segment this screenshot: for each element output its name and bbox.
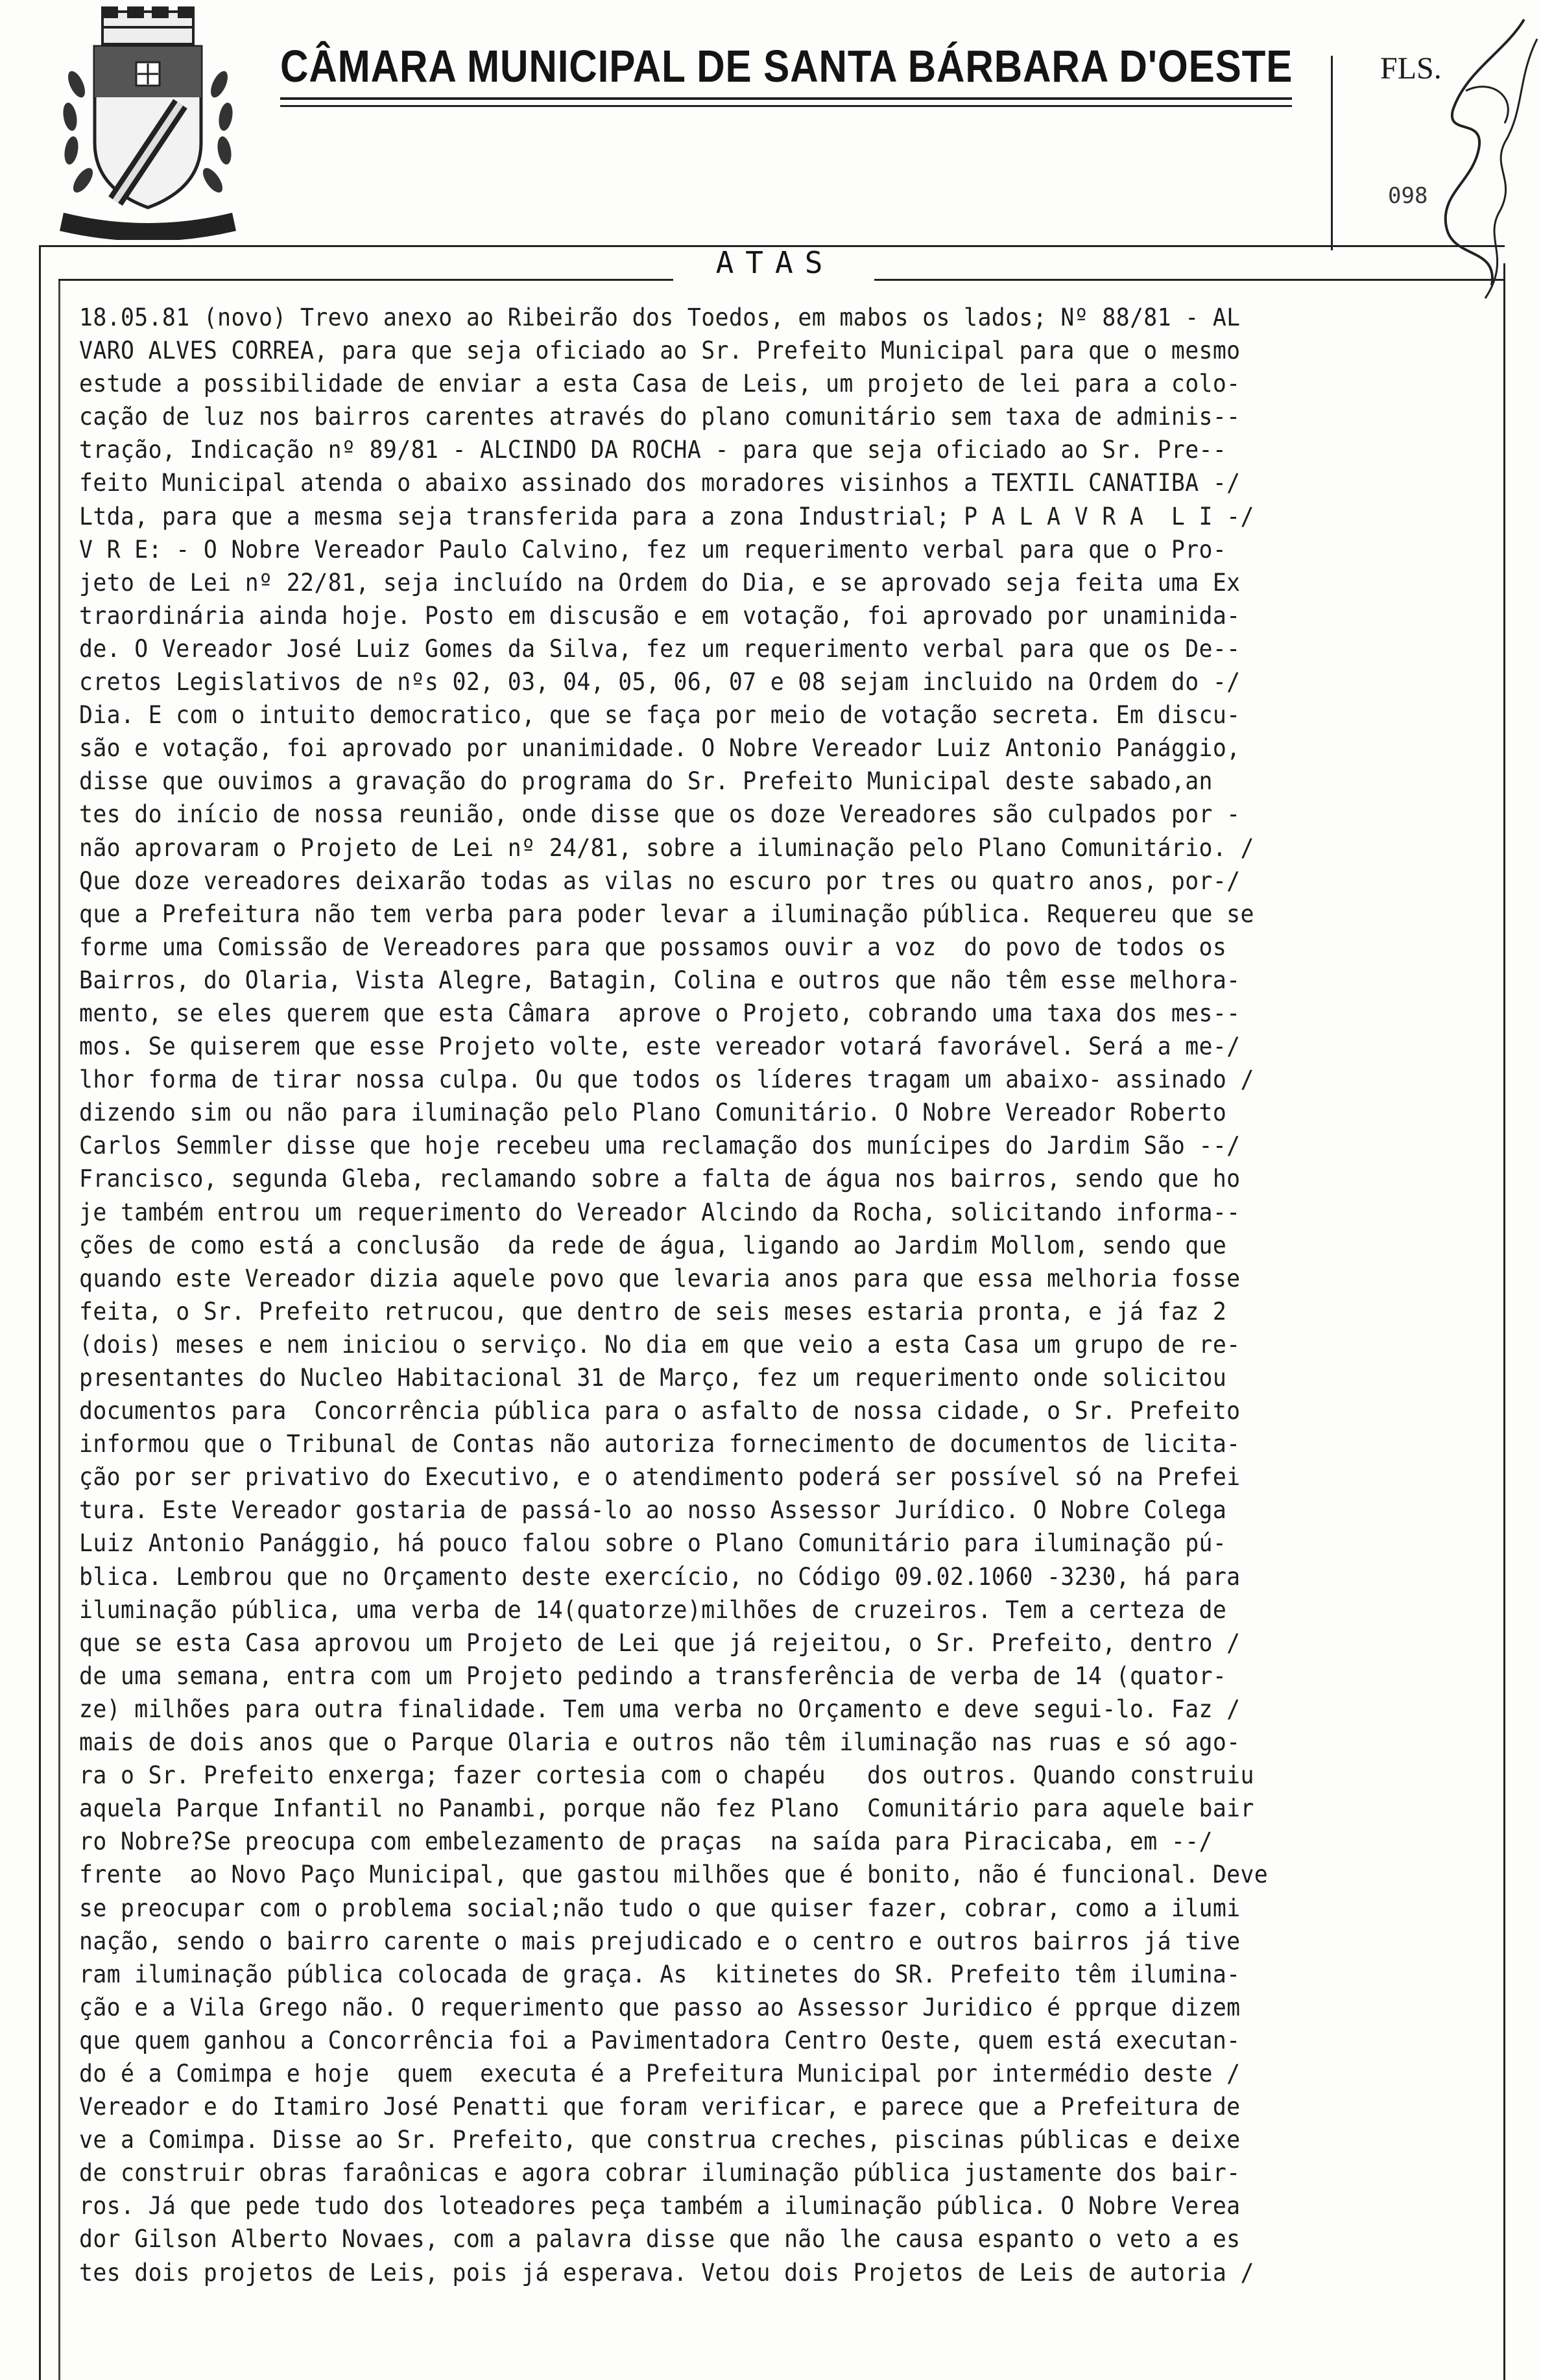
signature-icon <box>1427 13 1541 318</box>
text-line: lhor forma de tirar nossa culpa. Ou que todos os líderes tragam um abaixo- assinado / <box>79 1065 1254 1094</box>
text-line: tes do início de nossa reunião, onde disse que os doze Vereadores são culpados por - <box>79 800 1241 829</box>
text-line: Ltda, para que a mesma seja transferida para a zona Industrial; P A L A V R A L I -/ <box>79 502 1254 530</box>
text-line: são e votação, foi aprovado por unanimidade. O Nobre Vereador Luiz Antonio Panággio, <box>79 734 1241 763</box>
margin-line <box>58 279 60 2380</box>
text-line: Luiz Antonio Panággio, há pouco falou sobre o Plano Comunitário para iluminação pú- <box>79 1529 1227 1558</box>
text-line: informou que o Tribunal de Contas não autoriza fornecimento de documentos de licita- <box>79 1430 1241 1458</box>
section-rule <box>874 279 1505 281</box>
text-line: (dois) meses e nem iniciou o serviço. No dia em que veio a esta Casa um grupo de re- <box>79 1330 1241 1359</box>
text-line: Francisco, segunda Gleba, reclamando sobre a falta de água nos bairros, sendo que ho <box>79 1165 1241 1193</box>
fls-divider <box>1331 56 1333 250</box>
text-line: de. O Vereador José Luiz Gomes da Silva, fez um requerimento verbal para que os De-- <box>79 634 1241 663</box>
text-line: se preocupar com o problema social;não tudo o que quiser fazer, cobrar, como a ilumi <box>79 1894 1241 1922</box>
text-line: ções de como está a conclusão da rede de água, ligando ao Jardim Mollom, sendo que <box>79 1231 1227 1259</box>
text-line: ra o Sr. Prefeito enxerga; fazer cortesia com o chapéu dos outros. Quando construiu <box>79 1761 1254 1790</box>
ribbon-icon <box>60 213 236 240</box>
text-line: mento, se eles querem que esta Câmara aprove o Projeto, cobrando uma taxa dos mes-- <box>79 999 1241 1027</box>
text-line: Que doze vereadores deixarão todas as vilas no escuro por tres ou quatro anos, por-/ <box>79 866 1241 895</box>
text-line: disse que ouvimos a gravação do programa do Sr. Prefeito Municipal deste sabado,an <box>79 767 1213 796</box>
text-line: tração, Indicação nº 89/81 - ALCINDO DA ROCHA - para que seja oficiado ao Sr. Pre-- <box>79 436 1227 464</box>
institution-title: CÂMARA MUNICIPAL DE SANTA BÁRBARA D'OESTE <box>280 41 1293 91</box>
text-line: frente ao Novo Paço Municipal, que gastou milhões que é bonito, não é funcional. Deve <box>79 1861 1269 1889</box>
text-line: traordinária ainda hoje. Posto em discusão e em votação, foi aprovado por unaminida- <box>79 601 1241 630</box>
text-line: Dia. E com o intuito democratico, que se faça por meio de votação secreta. Em discu- <box>79 701 1241 730</box>
text-line: ram iluminação pública colocada de graça. As kitinetes do SR. Prefeito têm ilumina- <box>79 1960 1241 1988</box>
text-line: VARO ALVES CORREA, para que seja oficiado ao Sr. Prefeito Municipal para que o mesmo <box>79 337 1241 365</box>
text-line <box>79 2289 1420 2322</box>
header-rule <box>280 105 1292 107</box>
text-line: blica. Lembrou que no Orçamento deste exercício, no Código 09.02.1060 -3230, há para <box>79 1562 1241 1591</box>
text-line: que se esta Casa aprovou um Projeto de Lei que já rejeitou, o Sr. Prefeito, dentro / <box>79 1628 1241 1657</box>
text-line: mais de dois anos que o Parque Olaria e outros não têm iluminação nas ruas e só ago- <box>79 1728 1241 1757</box>
text-line: estude a possibilidade de enviar a esta Casa de Leis, um projeto de lei para a colo- <box>79 370 1241 398</box>
text-line: que a Prefeitura não tem verba para poder levar a iluminação pública. Requereu que se <box>79 899 1254 928</box>
text-line: de uma semana, entra com um Projeto pedindo a transferência de verba de 14 (quator- <box>79 1661 1227 1690</box>
section-rule <box>58 279 673 281</box>
text-line: feito Municipal atenda o abaixo assinado dos moradores visinhos a TEXTIL CANATIBA -/ <box>79 469 1241 497</box>
text-line: 18.05.81 (novo) Trevo anexo ao Ribeirão dos Toedos, em mabos os lados; Nº 88/81 - AL <box>79 303 1241 331</box>
text-line: Carlos Semmler disse que hoje recebeu uma reclamação dos munícipes do Jardim São --/ <box>79 1132 1241 1160</box>
text-line: Bairros, do Olaria, Vista Alegre, Batagin, Colina e outros que não têm esse melhora- <box>79 966 1241 994</box>
fls-label: FLS. <box>1380 51 1442 86</box>
text-line: dor Gilson Alberto Novaes, com a palavra disse que não lhe causa espanto o veto a es <box>79 2225 1241 2254</box>
text-line: não aprovaram o Projeto de Lei nº 24/81, sobre a iluminação pelo Plano Comunitário. / <box>79 833 1254 862</box>
text-line: de construir obras faraônicas e agora cobrar iluminação pública justamente dos bair- <box>79 2159 1241 2187</box>
text-line: forme uma Comissão de Vereadores para que possamos ouvir a voz do povo de todos os <box>79 933 1227 961</box>
text-line: jeto de Lei nº 22/81, seja incluído na Ordem do Dia, e se aprovado seja feita uma Ex <box>79 568 1241 597</box>
text-line: cretos Legislativos de nºs 02, 03, 04, 05, 06, 07 e 08 sejam incluido na Ordem do -/ <box>79 668 1241 696</box>
header-rule <box>280 97 1292 100</box>
coat-of-arms-icon <box>51 6 245 240</box>
text-line: ção e a Vila Grego não. O requerimento que passo ao Assessor Juridico é pprque dizem <box>79 1993 1241 2021</box>
page-number: 098 <box>1388 183 1428 209</box>
text-line: dizendo sim ou não para iluminação pelo Plano Comunitário. O Nobre Vereador Roberto <box>79 1099 1227 1127</box>
text-line: que quem ganhou a Concorrência foi a Pavimentadora Centro Oeste, quem está executan- <box>79 2026 1241 2054</box>
text-line: ro Nobre?Se preocupa com embelezamento de praças na saída para Piracicaba, em --/ <box>79 1827 1213 1856</box>
frame-line-left <box>39 245 41 2380</box>
crown-icon <box>102 6 193 44</box>
text-line: ros. Já que pede tudo dos loteadores peça também a iluminação pública. O Nobre Verea <box>79 2192 1241 2220</box>
text-line: cação de luz nos bairros carentes através do plano comunitário sem taxa de adminis-- <box>79 403 1241 431</box>
text-line: aquela Parque Infantil no Panambi, porque não fez Plano Comunitário para aquele bair <box>79 1794 1254 1823</box>
text-line: tura. Este Vereador gostaria de passá-lo ao nosso Assessor Jurídico. O Nobre Colega <box>79 1496 1227 1525</box>
text-line: feita, o Sr. Prefeito retrucou, que dentro de seis meses estaria pronta, e já faz 2 <box>79 1297 1227 1326</box>
text-line: tes dois projetos de Leis, pois já esperava. Vetou dois Projetos de Leis de autoria / <box>79 2258 1254 2287</box>
text-line: Vereador e do Itamiro José Penatti que foram verificar, e parece que a Prefeitura de <box>79 2093 1241 2121</box>
text-line: documentos para Concorrência pública para o asfalto de nossa cidade, o Sr. Prefeito <box>79 1397 1241 1425</box>
text-line: je também entrou um requerimento do Vereador Alcindo da Rocha, solicitando informa-- <box>79 1198 1241 1226</box>
text-line: quando este Vereador dizia aquele povo que levaria anos para que essa melhoria fosse <box>79 1264 1241 1292</box>
text-line: do é a Comimpa e hoje quem executa é a Prefeitura Municipal por intermédio deste / <box>79 2059 1241 2088</box>
text-line: nação, sendo o bairro carente o mais prejudicado e o centro e outros bairros já tive <box>79 1927 1241 1955</box>
text-line: presentantes do Nucleo Habitacional 31 de Março, fez um requerimento onde solicitou <box>79 1364 1227 1392</box>
text-line: ze) milhões para outra finalidade. Tem uma verba no Orçamento e deve segui-lo. Faz / <box>79 1695 1241 1723</box>
text-line: iluminação pública, uma verba de 14(quatorze)milhões de cruzeiros. Tem a certeza de <box>79 1595 1227 1624</box>
text-line: V R E: - O Nobre Vereador Paulo Calvino, fez um requerimento verbal para que o Pro- <box>79 535 1227 564</box>
section-title: ATAS <box>715 245 835 280</box>
text-line: ção por ser privativo do Executivo, e o atendimento poderá ser possível só na Prefei <box>79 1463 1241 1492</box>
text-line: ve a Comimpa. Disse ao Sr. Prefeito, que construa creches, piscinas públicas e deixe <box>79 2126 1241 2154</box>
minutes-body <box>79 301 1506 2322</box>
text-line: mos. Se quiserem que esse Projeto volte, este vereador votará favorável. Será a me-/ <box>79 1032 1241 1061</box>
